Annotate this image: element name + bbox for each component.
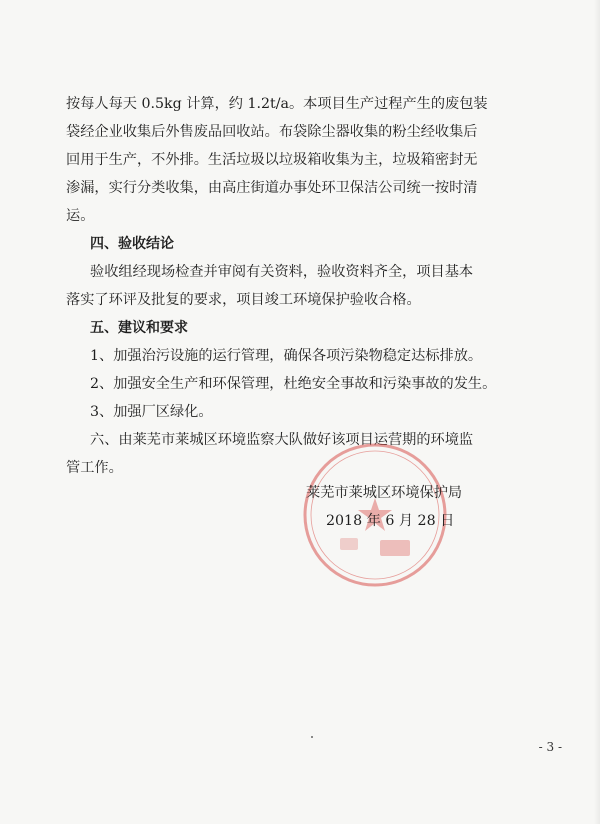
paragraph-line: 渗漏，实行分类收集，由高庄街道办事处环卫保洁公司统一按时清 xyxy=(66,180,478,196)
paragraph-line: 按每人每天 0.5kg 计算，约 1.2t/a。本项目生产过程产生的废包装 xyxy=(66,96,488,112)
recommendation-item: 3、加强厂区绿化。 xyxy=(90,404,213,420)
scan-shadow xyxy=(594,0,600,824)
paragraph-line: 落实了环评及批复的要求，项目竣工环境保护验收合格。 xyxy=(66,292,421,308)
paragraph-line: 验收组经现场检查并审阅有关资料，验收资料齐全，项目基本 xyxy=(90,264,474,280)
paragraph-line: 运。 xyxy=(66,208,95,224)
paragraph-line: 管工作。 xyxy=(66,460,123,476)
page-number: - 3 - xyxy=(538,740,562,754)
signing-date: 2018 年 6 月 28 日 xyxy=(326,513,455,529)
paragraph-line: 袋经企业收集后外售废品回收站。布袋除尘器收集的粉尘经收集后 xyxy=(66,124,478,140)
section-heading-4: 四、验收结论 xyxy=(90,236,174,252)
recommendation-item: 1、加强治污设施的运行管理，确保各项污染物稳定达标排放。 xyxy=(90,348,483,364)
signing-organization: 莱芜市莱城区环境保护局 xyxy=(306,485,463,501)
paragraph-line: 回用于生产，不外排。生活垃圾以垃圾箱收集为主，垃圾箱密封无 xyxy=(66,152,478,168)
scan-speck xyxy=(311,736,313,738)
recommendation-item: 六、由莱芜市莱城区环境监察大队做好该项目运营期的环境监 xyxy=(90,432,474,448)
section-heading-5: 五、建议和要求 xyxy=(90,320,188,336)
recommendation-item: 2、加强安全生产和环保管理，杜绝安全事故和污染事故的发生。 xyxy=(90,376,497,392)
